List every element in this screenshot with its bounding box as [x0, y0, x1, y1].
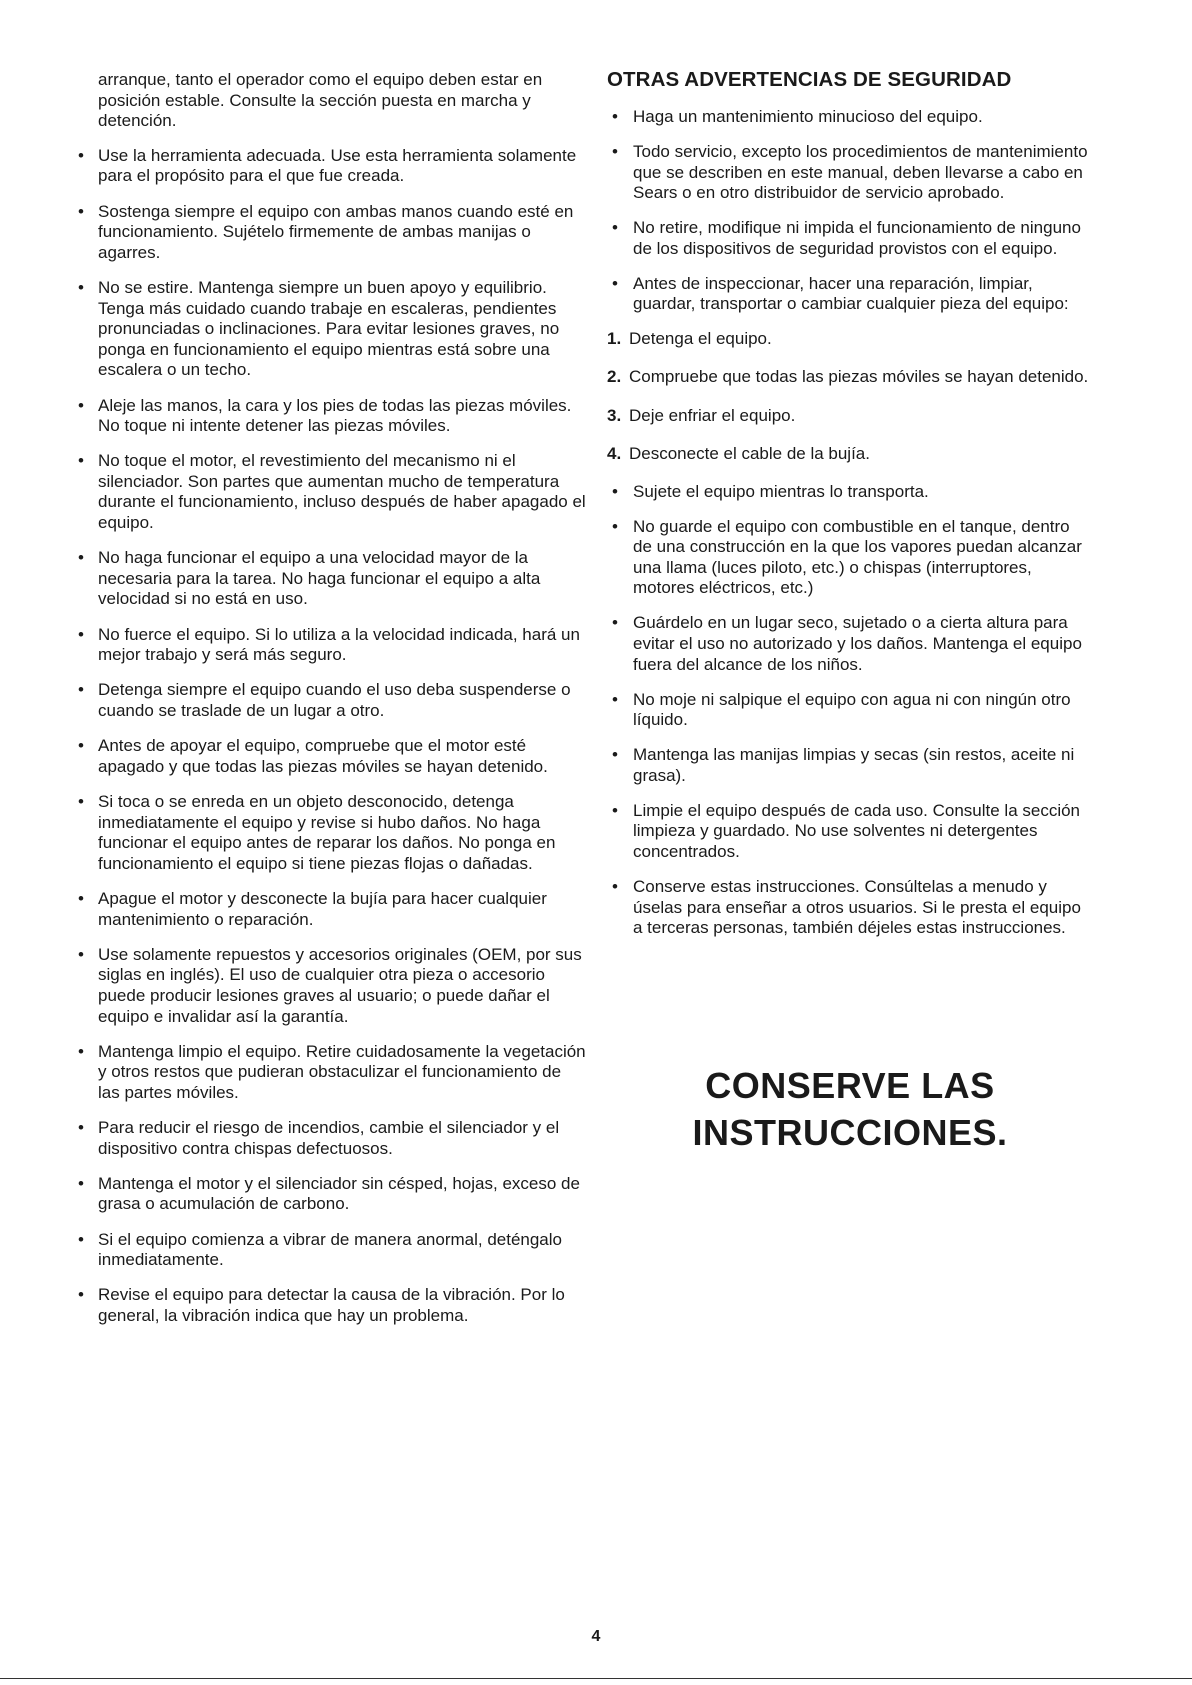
bullet-icon: •: [78, 548, 84, 568]
step-number: 4.: [607, 443, 622, 463]
bullet-icon: •: [78, 277, 84, 297]
bullet-icon: •: [78, 451, 84, 471]
list-item: • Para reducir el riesgo de incendios, cambie el silenciador y el dispositivo contra chispas defectuosos.: [78, 1118, 560, 1158]
list-item: • Si el equipo comienza a vibrar de manera anormal, deténgalo inmediatamente.: [78, 1229, 562, 1270]
list-item: • Guárdelo en un lugar seco, sujetado o a cierta altura para evitar el uso no autorizado y los daños. Mantenga el equipo fuera del alcance de los niños.: [612, 613, 1082, 674]
list-item: • Mantenga limpio el equipo. Retire cuidadosamente la vegetación y otros restos que pudieran obstaculizar el funcionamiento de las partes móviles.: [78, 1041, 586, 1102]
list-item: • No guarde el equipo con combustible en el tanque, dentro de una construcción en la que los vapores puedan alcanzar una llama (luces piloto, etc.) o chispas (interruptores, motores eléctricos, etc.): [612, 516, 1082, 598]
bullet-icon: •: [78, 1041, 84, 1061]
step-item: 3. Deje enfriar el equipo.: [607, 405, 796, 425]
step-number: 3.: [607, 405, 622, 425]
page-number: 4: [591, 1628, 601, 1645]
list-item: • Antes de apoyar el equipo, compruebe que el motor esté apagado y que todas las piezas móviles se hayan detenido.: [78, 736, 548, 776]
bullet-icon: •: [612, 516, 618, 536]
bullet-icon: •: [78, 680, 84, 700]
step-item: 2. Compruebe que todas las piezas móviles se hayan detenido.: [607, 367, 1089, 387]
list-item: • Si toca o se enreda en un objeto desconocido, detenga inmediatamente el equipo y revise si hubo daños. No haga funcionar el equipo antes de reparar los daños. No ponga en funcionamiento el equipo si tiene piezas flojas o dañadas.: [78, 791, 556, 873]
bullet-icon: •: [78, 145, 84, 165]
bullet-icon: •: [78, 395, 84, 415]
bullet-icon: •: [78, 736, 84, 756]
list-item: • No toque el motor, el revestimiento del mecanismo ni el silenciador. Son partes que aumentan mucho de temperatura durante el funcionamiento, incluso después de haber apagado el equipo.: [78, 451, 586, 533]
title-line-2: INSTRUCCIONES.: [692, 1112, 1008, 1153]
list-item: • No fuerce el equipo. Si lo utiliza a la velocidad indicada, hará un mejor trabajo y será más seguro.: [78, 624, 580, 665]
bottom-rule: [0, 1678, 1192, 1679]
bullet-icon: •: [612, 689, 618, 709]
list-item: • Revise el equipo para detectar la causa de la vibración. Por lo general, la vibración indica que hay un problema.: [78, 1285, 565, 1325]
step-item: 4. Desconecte el cable de la bujía.: [607, 443, 870, 463]
bullet-icon: •: [612, 107, 618, 126]
continued-paragraph: arranque, tanto el operador como el equipo deben estar en posición estable. Consulte la sección puesta en marcha y detención.: [98, 70, 543, 131]
step-number: 1.: [607, 329, 622, 349]
bullet-icon: •: [78, 888, 84, 908]
list-item: • No se estire. Mantenga siempre un buen apoyo y equilibrio. Tenga más cuidado cuando trabaje en escaleras, pendientes pronunciadas o inclinaciones. Para evitar lesiones graves, no ponga en funcionamiento el equipo mientras está sobre una escalera o un techo.: [78, 277, 560, 380]
bullet-icon: •: [612, 481, 618, 501]
list-item: • Mantenga las manijas limpias y secas (sin restos, aceite ni grasa).: [612, 745, 1075, 785]
list-item: • Limpie el equipo después de cada uso. Consulte la sección limpieza y guardado. No use solventes ni detergentes concentrados.: [612, 800, 1081, 861]
list-item: • No retire, modifique ni impida el funcionamiento de ninguno de los dispositivos de seguridad provistos con el equipo.: [612, 218, 1081, 258]
title-line-1: CONSERVE LAS: [705, 1065, 995, 1106]
right-bullet-list-top: [607, 107, 1093, 315]
bullet-icon: •: [612, 800, 618, 820]
list-item: • Apague el motor y desconecte la bujía para hacer cualquier mantenimiento o reparación.: [78, 888, 547, 929]
list-item: • Conserve estas instrucciones. Consúltelas a menudo y úselas para enseñar a otros usuarios. Si le presta el equipo a terceras personas, también déjeles estas instrucciones.: [612, 876, 1081, 938]
bullet-icon: •: [78, 1285, 84, 1305]
list-item: • Aleje las manos, la cara y los pies de todas las piezas móviles. No toque ni intente detener las piezas móviles.: [78, 395, 572, 436]
bullet-icon: •: [612, 141, 618, 161]
bullet-icon: •: [612, 745, 618, 765]
section-heading: OTRAS ADVERTENCIAS DE SEGURIDAD: [607, 68, 1012, 91]
bullet-icon: •: [78, 1173, 84, 1193]
bullet-icon: •: [78, 624, 84, 644]
step-number: 2.: [607, 367, 622, 387]
bullet-icon: •: [78, 944, 84, 964]
list-item: • Todo servicio, excepto los procedimientos de mantenimiento que se describen en este manual, deben llevarse a cabo en Sears o en otro distribuidor de servicio aprobado.: [612, 141, 1088, 203]
left-bullet-list: [76, 146, 586, 1327]
list-item: • Sujete el equipo mientras lo transporta.: [612, 481, 929, 501]
list-item: • Use solamente repuestos y accesorios originales (OEM, por sus siglas en inglés). El uso de cualquier otra pieza o accesorio puede producir lesiones graves al usuario; o puede dañar el equipo e invalidar así la garantía.: [78, 944, 582, 1026]
list-item: • Haga un mantenimiento minucioso del equipo.: [612, 107, 983, 126]
step-item: 1. Detenga el equipo.: [607, 329, 772, 349]
bullet-icon: •: [612, 273, 618, 293]
list-item: • Detenga siempre el equipo cuando el uso deba suspenderse o cuando se traslade de un lugar a otro.: [78, 680, 571, 720]
bullet-icon: •: [612, 218, 618, 238]
bullet-icon: •: [612, 613, 618, 633]
conserve-instructions-title: [607, 1062, 1093, 1156]
bullet-icon: •: [78, 791, 84, 811]
bullet-icon: •: [612, 876, 618, 896]
right-column: [607, 68, 1093, 953]
list-item: • Use la herramienta adecuada. Use esta herramienta solamente para el propósito para el que fue creada.: [78, 145, 577, 186]
list-item: • Antes de inspeccionar, hacer una reparación, limpiar, guardar, transportar o cambiar cualquier pieza del equipo:: [612, 273, 1069, 314]
list-item: • Sostenga siempre el equipo con ambas manos cuando esté en funcionamiento. Sujételo firmemente de ambas manijas o agarres.: [78, 201, 574, 262]
list-item: • Mantenga el motor y el silenciador sin césped, hojas, exceso de grasa o acumulación de carbono.: [78, 1173, 580, 1214]
left-column: [76, 70, 586, 1341]
bullet-icon: •: [78, 201, 84, 221]
bullet-icon: •: [78, 1118, 84, 1138]
list-item: • No haga funcionar el equipo a una velocidad mayor de la necesaria para la tarea. No haga funcionar el equipo a alta velocidad si no está en uso.: [78, 548, 541, 609]
numbered-steps: [607, 329, 1093, 464]
right-bullet-list-bottom: [607, 482, 1093, 939]
bullet-icon: •: [78, 1229, 84, 1249]
list-item: • No moje ni salpique el equipo con agua ni con ningún otro líquido.: [612, 689, 1071, 730]
